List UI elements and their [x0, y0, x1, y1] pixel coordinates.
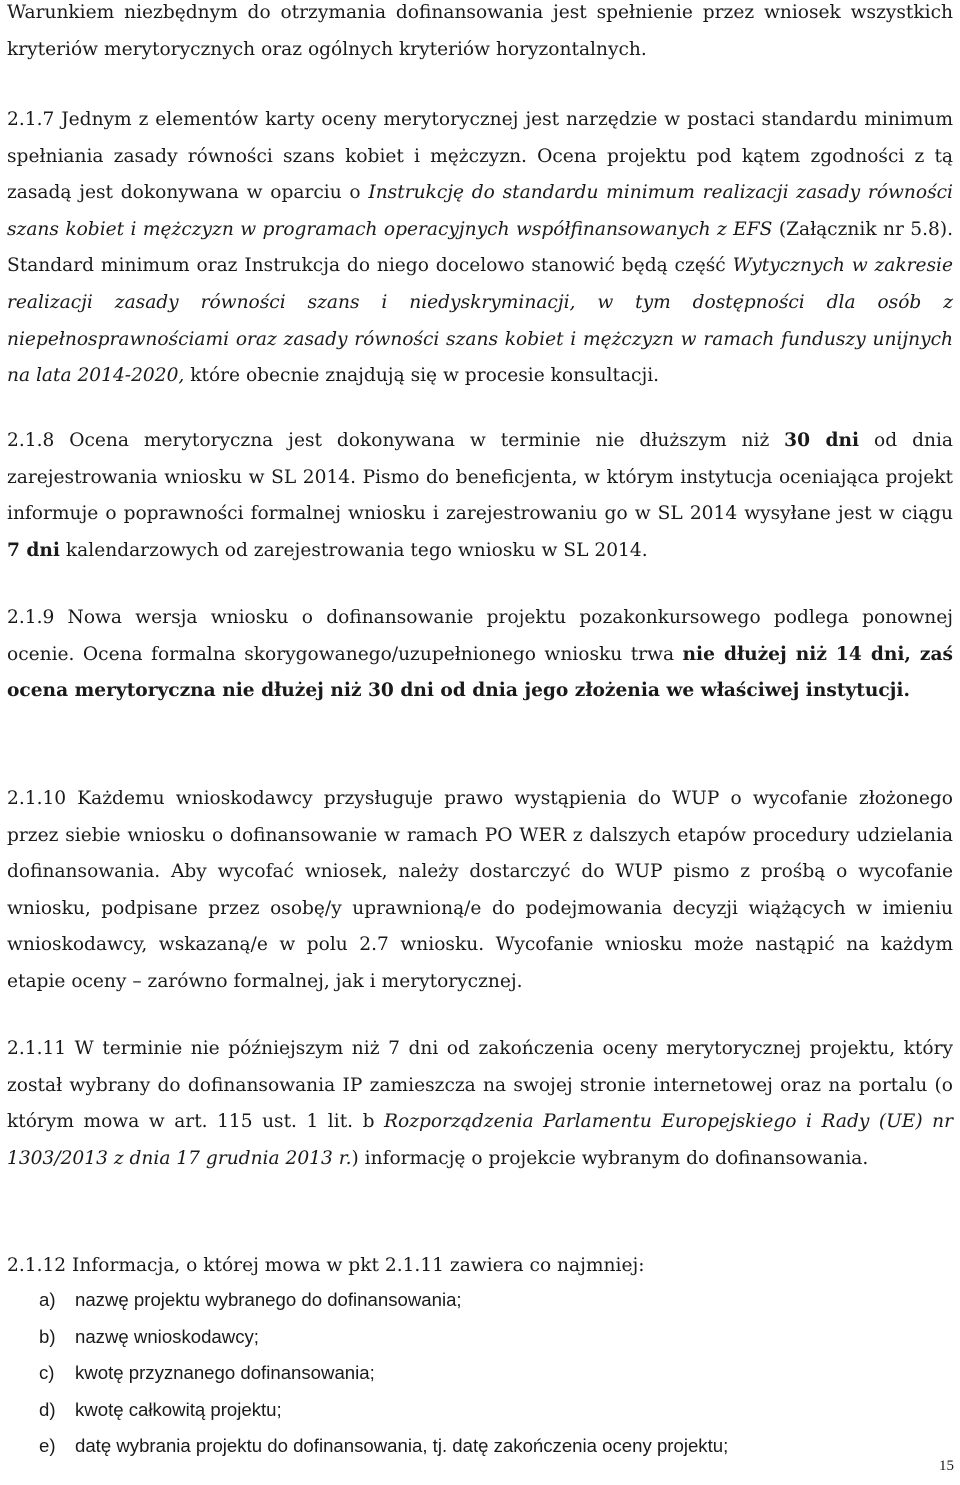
list-item [39, 1428, 939, 1465]
paragraph-intro-text: Warunkiem niezbędnym do otrzymania dofinansowania jest spełnienie przez wniosek wszystkich kryteriów merytorycznych oraz ogólnych kryteriów horyzontalnych. [7, 2, 953, 60]
regulation-title-italic: Rozporządzenia Parlamentu Europejskiego i Rady (UE) nr 1303/2013 z dnia 17 grudnia 2013 r. [7, 1111, 953, 1169]
paragraph-2-1-10 [7, 781, 953, 1001]
list-marker: e) [39, 1435, 56, 1457]
list-item-text: datę wybrania projektu do dofinansowania, tj. datę zakończenia oceny projektu; [75, 1435, 729, 1457]
text-segment: 2.1.9 Nowa wersja wniosku o dofinansowanie projektu pozakonkursowego podlega ponownej ocenie. Ocena formalna skorygowanego/uzupełnionego wniosku trwa [7, 607, 953, 665]
paragraph-2-1-11 [7, 1031, 953, 1177]
list-item [39, 1319, 939, 1356]
list-item-text: kwotę przyznanego dofinansowania; [75, 1362, 375, 1384]
list-item-text: nazwę wnioskodawcy; [75, 1325, 259, 1347]
bold-deadline: nie dłużej niż 14 dni, zaś ocena merytoryczna nie dłużej niż 30 dni od dnia jego złożenia we właściwej instytucji. [7, 643, 953, 702]
text-segment: 2.1.7 Jednym z elementów karty oceny merytorycznej jest narzędzie w postaci standardu minimum spełniania zasady równości szans kobiet i mężczyzn. Ocena projektu pod kątem zgodności z tą zasadą jest dokonywana w oparciu o [7, 109, 953, 204]
list-marker: b) [39, 1325, 56, 1347]
requirements-list [39, 1282, 939, 1465]
bold-30-days: 30 dni [784, 430, 860, 451]
list-item-text: nazwę projektu wybranego do dofinansowania; [75, 1289, 462, 1310]
text-segment: 2.1.11 W terminie nie późniejszym niż 7 dni od zakończenia oceny merytorycznej projektu, który został wybrany do dofinansowania IP zamieszcza na swojej stronie internetowej oraz na portalu (o którym mowa w art. 115 ust. 1 lit. b [7, 1038, 953, 1133]
list-item-text: kwotę całkowitą projektu; [75, 1398, 282, 1420]
text-segment: 2.1.10 Każdemu wnioskodawcy przysługuje prawo wystąpienia do WUP o wycofanie złożonego przez siebie wniosku o dofinansowanie w ramach PO WER z dalszych etapów procedury udzielania dofinansowania. Aby wycofać wniosek, należy dostarczyć do WUP pismo z prośbą o wycofanie wniosku, podpisane przez osobę/y uprawnioną/e do podejmowania decyzji wiążących w imieniu wnioskodawcy, wskazaną/e w polu 2.7 wniosku. Wycofanie wniosku może nastąpić na każdym etapie oceny – zarówno formalnej, jak i merytorycznej. [7, 788, 953, 992]
bold-7-days: 7 dni [7, 539, 60, 561]
text-segment: 2.1.8 Ocena merytoryczna jest dokonywana w terminie nie dłuższym niż [7, 430, 785, 451]
text-segment: 2.1.12 Informacja, o której mowa w pkt 2.1.11 zawiera co najmniej: [7, 1255, 645, 1276]
instruction-title-italic: Instrukcję do standardu minimum realizacji zasady równości szans kobiet i mężczyzn w programach operacyjnych współfinansowanych z EFS [7, 182, 953, 240]
text-segment: ) informację o projekcie wybranym do dofinansowania. [351, 1147, 869, 1169]
text-segment: od dnia zarejestrowania wniosku w SL 2014. Pismo do beneficjenta, w którym instytucja oceniająca projekt informuje o poprawności formalnej wniosku i zarejestrowaniu go w SL 2014 wysyłane jest w ciągu [7, 430, 953, 525]
list-marker: d) [39, 1398, 56, 1420]
list-item [39, 1282, 939, 1319]
guidelines-title-italic: Wytycznych w zakresie realizacji zasady równości szans i niedyskryminacji, w tym dostępności dla osób z niepełnosprawnościami oraz zasady równości szans kobiet i mężczyzn w ramach funduszy unijnych na lata 2014-2020, [7, 255, 954, 387]
list-marker: c) [39, 1362, 55, 1384]
text-segment: (Załącznik nr 5.8). Standard minimum oraz Instrukcja do niego docelowo stanowić będą część [7, 218, 953, 277]
paragraph-2-1-9 [7, 600, 953, 710]
paragraph-2-1-12 [7, 1248, 953, 1285]
paragraph-intro [7, 0, 953, 68]
paragraph-2-1-7 [7, 102, 953, 395]
list-item [39, 1355, 939, 1392]
paragraph-2-1-8 [7, 423, 953, 569]
list-marker: a) [39, 1289, 56, 1310]
text-segment: kalendarzowych od zarejestrowania tego wniosku w SL 2014. [60, 539, 648, 561]
list-item [39, 1392, 939, 1429]
text-segment: które obecnie znajdują się w procesie konsultacji. [184, 365, 660, 387]
page-number: 15 [939, 1458, 954, 1474]
